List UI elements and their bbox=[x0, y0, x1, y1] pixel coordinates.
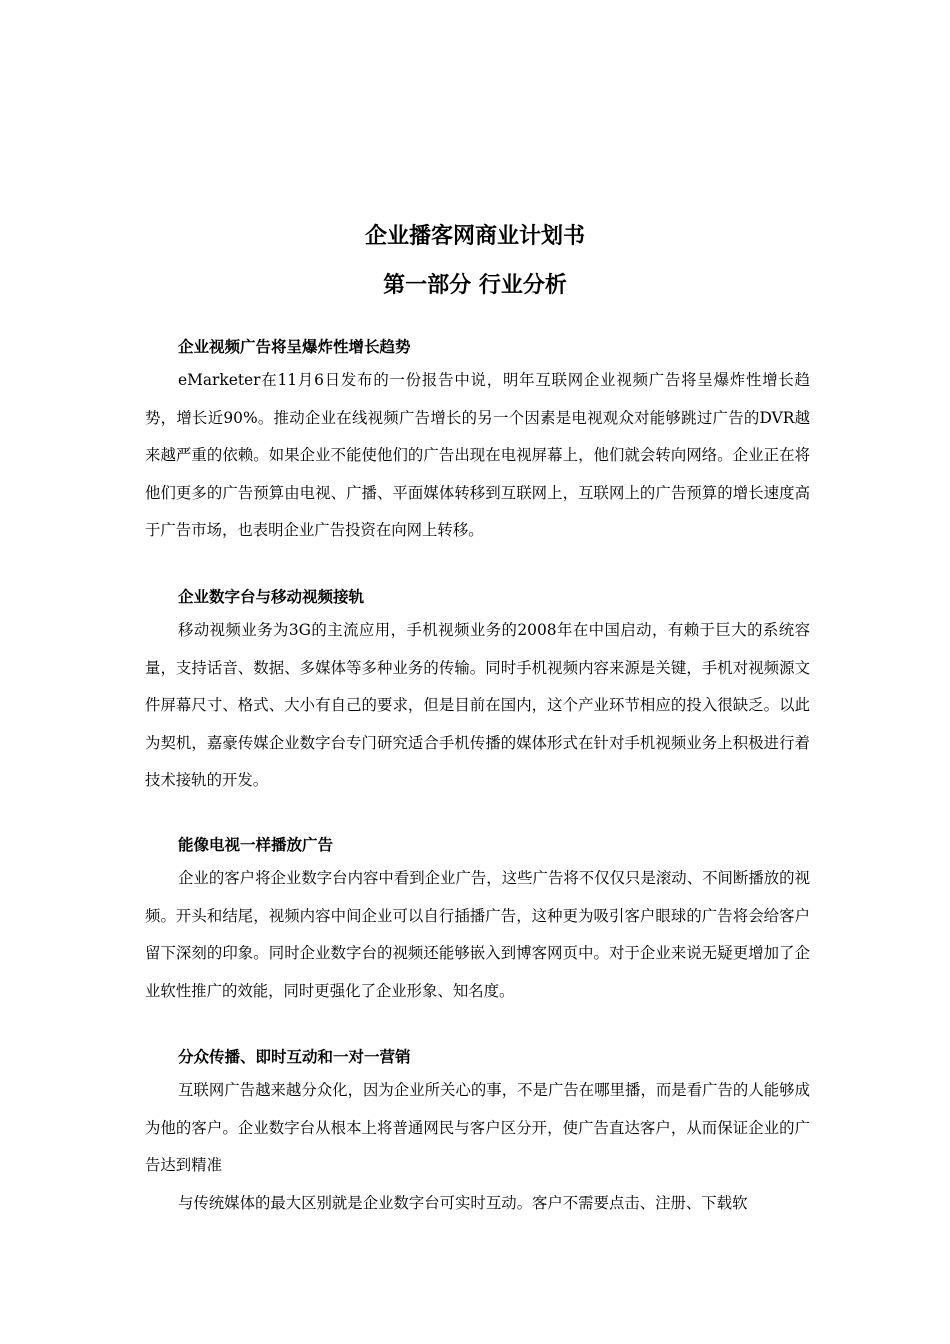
section-mobile-video bbox=[145, 585, 810, 800]
section-heading: 能像电视一样播放广告 bbox=[178, 836, 334, 854]
section-heading: 企业视频广告将呈爆炸性增长趋势 bbox=[178, 338, 411, 356]
section-heading: 分众传播、即时互动和一对一营销 bbox=[178, 1048, 411, 1066]
section-tv-style-ads bbox=[145, 833, 810, 1010]
document-title: 企业播客网商业计划书 bbox=[364, 224, 585, 249]
section-paragraph: 移动视频业务为3G的主流应用，手机视频业务的2008年在中国启动，有赖于巨大的系统容量，支持话音、数据、多媒体等多种业务的传输。同时手机视频内容来源是关键，手机对视频源文件屏幕尺寸、格式、大小有自己的要求，但是目前在国内，这个产业环节相应的投入很缺乏。以此为契机，嘉豪传媒企业数字台专门研究适合手机传播的媒体形式在针对手机视频业务上积极进行着技术接轨的开发。 bbox=[145, 621, 810, 789]
section-paragraph: 互联网广告越来越分众化，因为企业所关心的事，不是广告在哪里播，而是看广告的人能够成为他的客户。企业数字台从根本上将普通网民与客户区分开，使广告直达客户，从而保证企业的广告达到精准 bbox=[145, 1081, 810, 1174]
section-paragraph: 企业的客户将企业数字台内容中看到企业广告，这些广告将不仅仅只是滚动、不间断播放的视频。开头和结尾，视频内容中间企业可以自行插播广告，这种更为吸引客户眼球的广告将会给客户留下深刻的印象。同时企业数字台的视频还能够嵌入到博客网页中。对于企业来说无疑更增加了企业软性推广的效能，同时更强化了企业形象、知名度。 bbox=[145, 869, 810, 1000]
part-title: 第一部分 行业分析 bbox=[383, 273, 567, 298]
section-paragraph: eMarketer在11月6日发布的一份报告中说，明年互联网企业视频广告将呈爆炸性增长趋势，增长近90%。推动企业在线视频广告增长的另一个因素是电视观众对能够跳过广告的DVR越来越严重的依赖。如果企业不能使他们的广告出现在电视屏幕上，他们就会转向网络。企业正在将他们更多的广告预算由电视、广播、平面媒体转移到互联网上，互联网上的广告预算的增长速度高于广告市场，也表明企业广告投资在向网上转移。 bbox=[145, 371, 810, 539]
section-paragraph: 与传统媒体的最大区别就是企业数字台可实时互动。客户不需要点击、注册、下载软 bbox=[178, 1193, 748, 1212]
section-targeted-marketing bbox=[145, 1045, 810, 1222]
section-video-ads bbox=[145, 335, 810, 550]
section-heading: 企业数字台与移动视频接轨 bbox=[178, 588, 365, 606]
